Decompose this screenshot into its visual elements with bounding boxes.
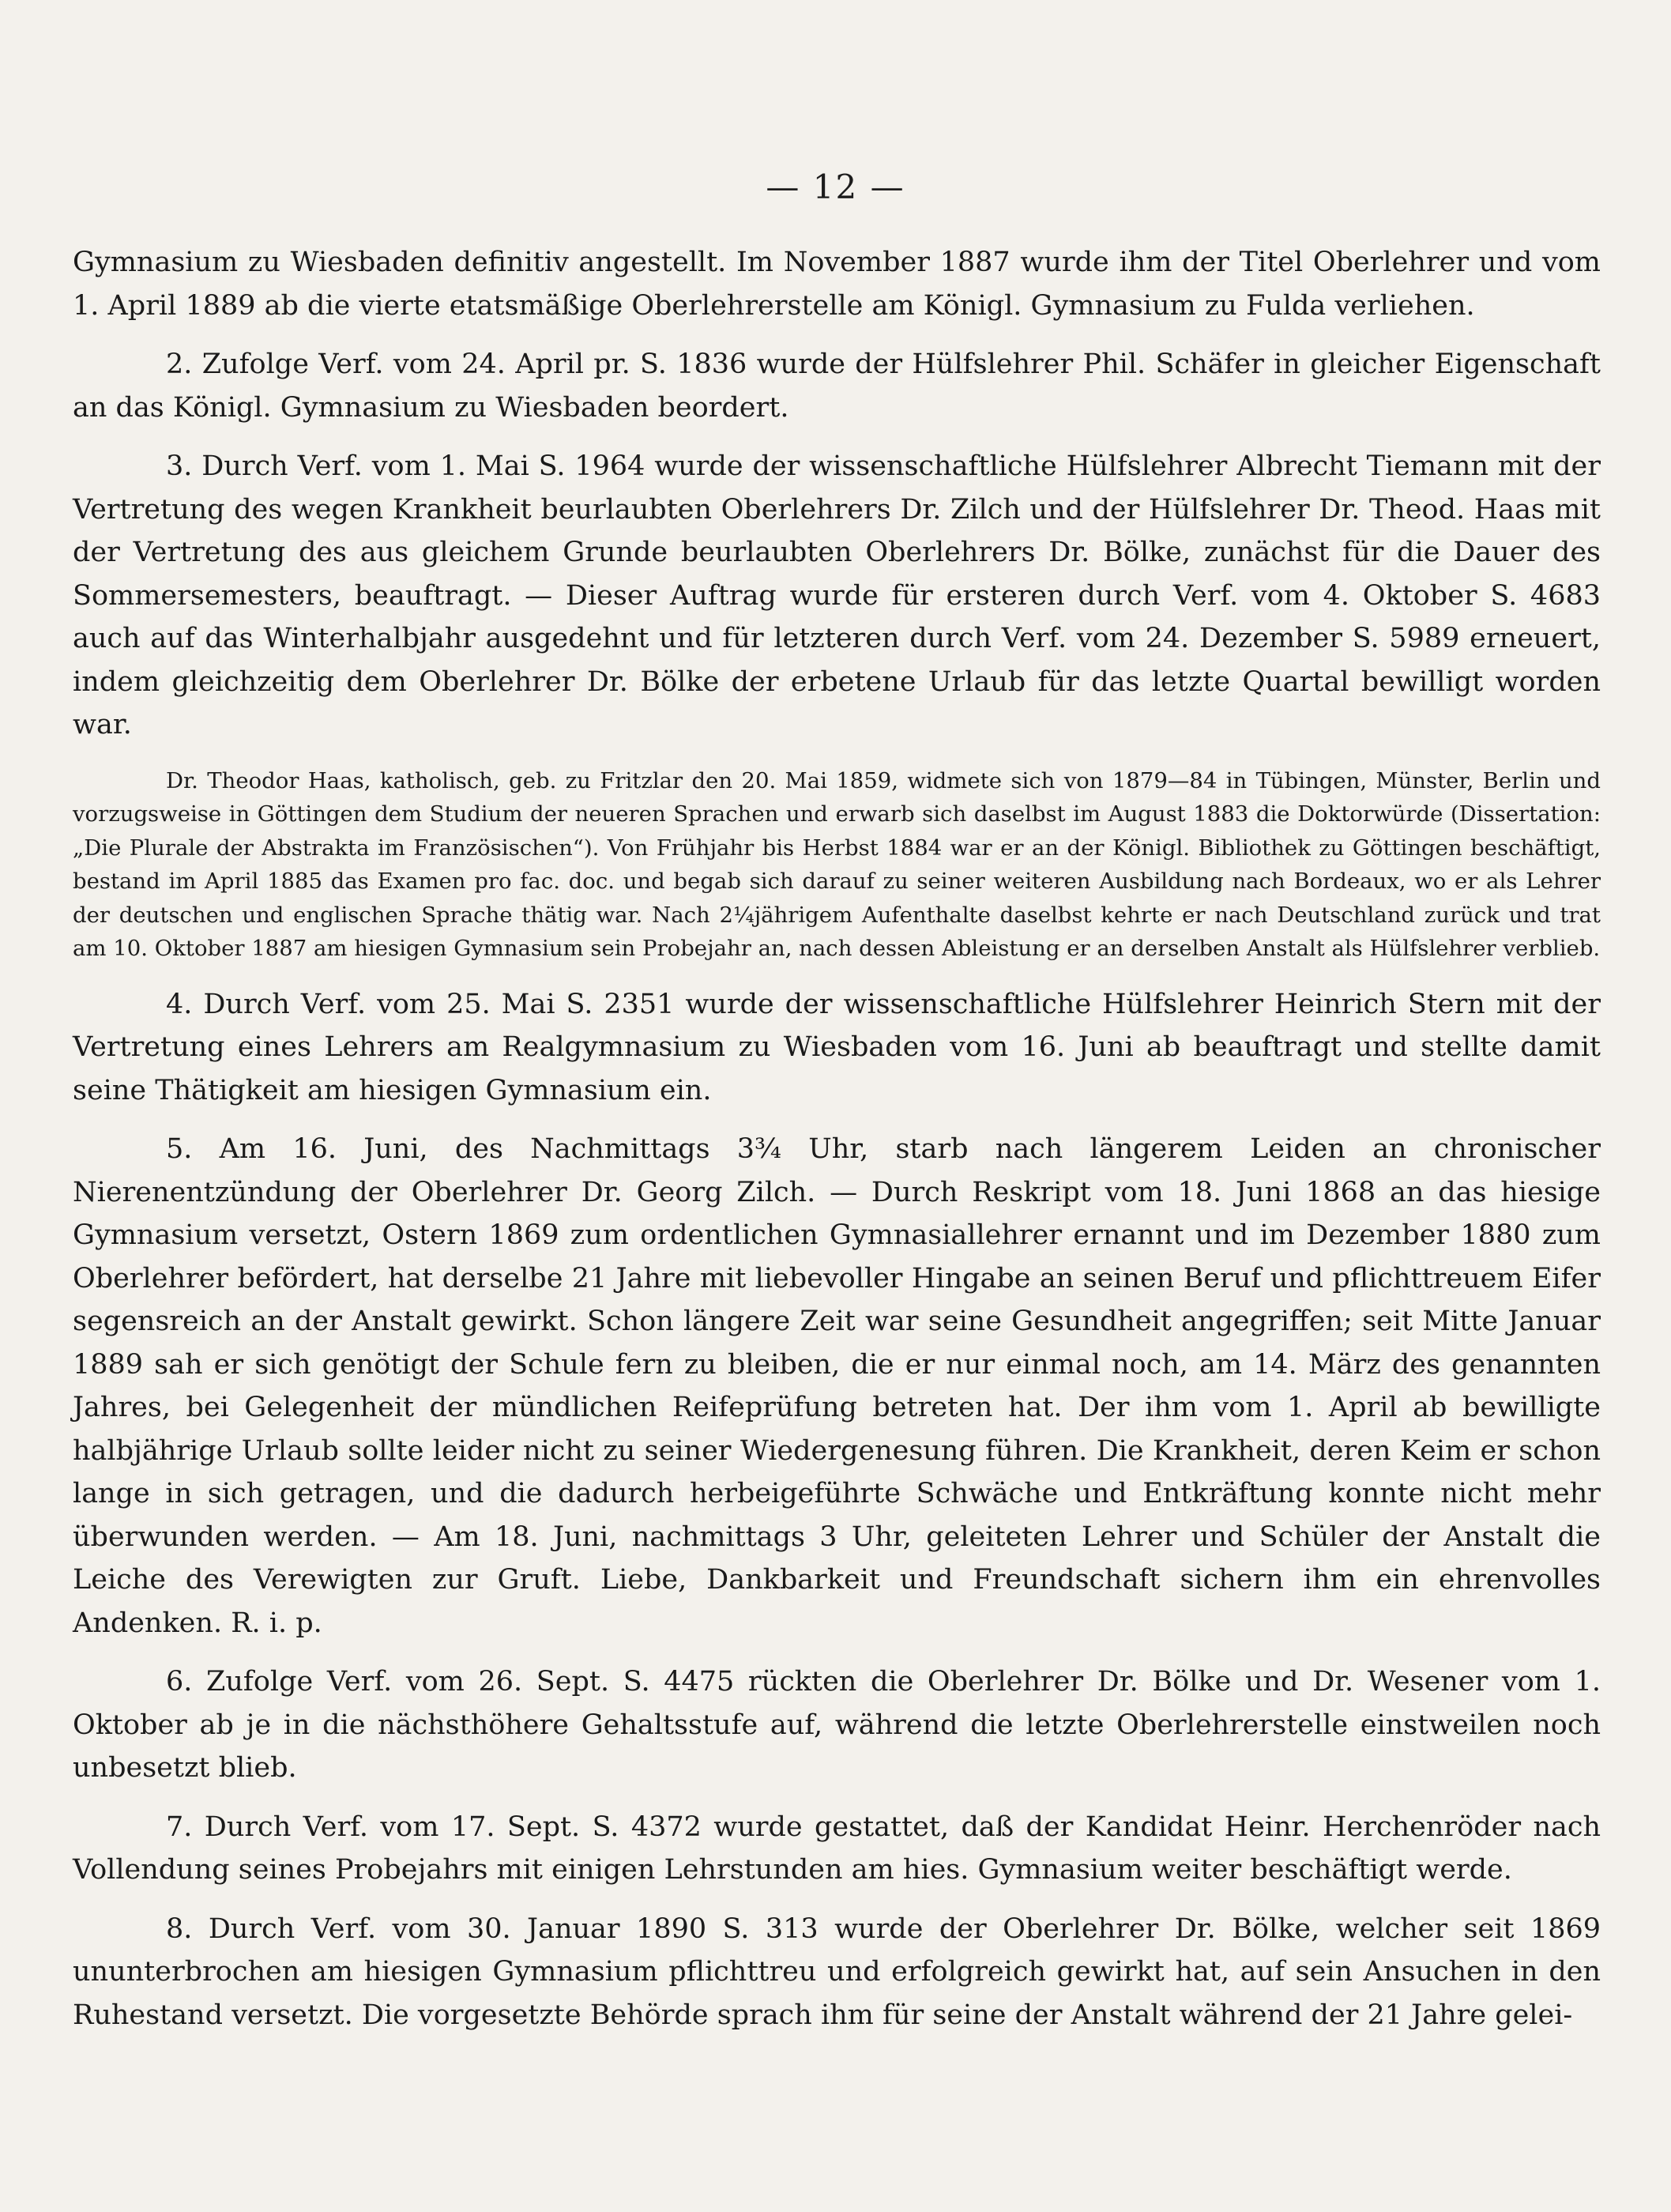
intro-paragraph: Gymnasium zu Wiesbaden definitiv angestellt. Im November 1887 wurde ihm der Titel Oberlehrer und vom 1. April 1889 ab die vierte etatsmäßige Oberlehrerstelle am Königl. Gymnasium zu Fulda verliehen.: [73, 247, 1601, 322]
item-4-paragraph: 4. Durch Verf. vom 25. Mai S. 2351 wurde der wissenschaftliche Hülfslehrer Heinrich Stern mit der Vertretung eines Lehrers am Realgymnasium zu Wiesbaden vom 16. Juni ab beauftragt und stellte damit seine Thätigkeit am hiesigen Gymnasium ein.: [73, 988, 1601, 1106]
biography-note: Dr. Theodor Haas, katholisch, geb. zu Fritzlar den 20. Mai 1859, widmete sich von 1879—84 in Tübingen, Münster, Berlin und vorzugsweise in Göttingen dem Studium der neueren Sprachen und erwarb sich daselbst im August 1883 die Doktorwürde (Dissertation: „Die Plurale der Abstrakta im Französischen“). Von Frühjahr bis Herbst 1884 war er an der Königl. Bibliothek zu Göttingen beschäftigt, bestand im April 1885 das Examen pro fac. doc. und begab sich darauf zu seiner weiteren Ausbildung nach Bordeaux, wo er als Lehrer der deutschen und englischen Sprache thätig war. Nach 2¼jährigem Aufenthalte daselbst kehrte er nach Deutschland zurück und trat am 10. Oktober 1887 am hiesigen Gymnasium sein Probejahr an, nach dessen Ableistung er an derselben Anstalt als Hülfslehrer verblieb.: [73, 767, 1601, 961]
item-8-paragraph: 8. Durch Verf. vom 30. Januar 1890 S. 313 wurde der Oberlehrer Dr. Bölke, welcher seit 1869 ununterbrochen am hiesigen Gymnasium pflichttreu und erfolgreich gewirkt hat, auf sein Ansuchen in den Ruhestand versetzt. Die vorgesetzte Behörde sprach ihm für seine der Anstalt während der 21 Jahre gelei-: [73, 1912, 1601, 2031]
item-3-paragraph: 3. Durch Verf. vom 1. Mai S. 1964 wurde der wissenschaftliche Hülfslehrer Albrecht Tiemann mit der Vertretung des wegen Krankheit beurlaubten Oberlehrers Dr. Zilch und der Hülfslehrer Dr. Theod. Haas mit der Vertretung des aus gleichem Grunde beurlaubten Oberlehrers Dr. Bölke, zunächst für die Dauer des Sommersemesters, beauftragt. — Dieser Auftrag wurde für ersteren durch Verf. vom 4. Oktober S. 4683 auch auf das Winterhalbjahr ausgedehnt und für letzteren durch Verf. vom 24. Dezember S. 5989 erneuert, indem gleichzeitig dem Oberlehrer Dr. Bölke der erbetene Urlaub für das letzte Quartal bewilligt worden war.: [73, 450, 1601, 740]
item-6-paragraph: 6. Zufolge Verf. vom 26. Sept. S. 4475 rückten die Oberlehrer Dr. Bölke und Dr. Wesener vom 1. Oktober ab je in die nächsthöhere Gehaltsstufe auf, während die letzte Oberlehrerstelle einstweilen noch unbesetzt blieb.: [73, 1666, 1601, 1784]
page-number: — 12 —: [766, 168, 905, 206]
item-5-paragraph: 5. Am 16. Juni, des Nachmittags 3¾ Uhr, starb nach längerem Leiden an chronischer Nierenentzündung der Oberlehrer Dr. Georg Zilch. — Durch Reskript vom 18. Juni 1868 an das hiesige Gymnasium versetzt, Ostern 1869 zum ordentlichen Gymnasiallehrer ernannt und im Dezember 1880 zum Oberlehrer befördert, hat derselbe 21 Jahre mit liebevoller Hingabe an seinen Beruf und pflichttreuem Eifer segensreich an der Anstalt gewirkt. Schon längere Zeit war seine Gesundheit angegriffen; seit Mitte Januar 1889 sah er sich genötigt der Schule fern zu bleiben, die er nur einmal noch, am 14. März des genannten Jahres, bei Gelegenheit der mündlichen Reifeprüfung betreten hat. Der ihm vom 1. April ab bewilligte halbjährige Urlaub sollte leider nicht zu seiner Wiedergenesung führen. Die Krankheit, deren Keim er schon lange in sich getragen, und die dadurch herbeigeführte Schwäche und Entkräftung konnte nicht mehr überwunden werden. — Am 18. Juni, nachmittags 3 Uhr, geleiteten Lehrer und Schüler der Anstalt die Leiche des Verewigten zur Gruft. Liebe, Dankbarkeit und Freundschaft sichern ihm ein ehrenvolles Andenken. R. i. p.: [73, 1133, 1601, 1639]
body-text: [73, 241, 1601, 2037]
item-2-paragraph: 2. Zufolge Verf. vom 24. April pr. S. 1836 wurde der Hülfslehrer Phil. Schäfer in gleicher Eigenschaft an das Königl. Gymnasium zu Wiesbaden beordert.: [73, 349, 1601, 424]
item-7-paragraph: 7. Durch Verf. vom 17. Sept. S. 4372 wurde gestattet, daß der Kandidat Heinr. Herchenröder nach Vollendung seines Probejahrs mit einigen Lehrstunden am hies. Gymnasium weiter beschäftigt werde.: [73, 1811, 1601, 1886]
